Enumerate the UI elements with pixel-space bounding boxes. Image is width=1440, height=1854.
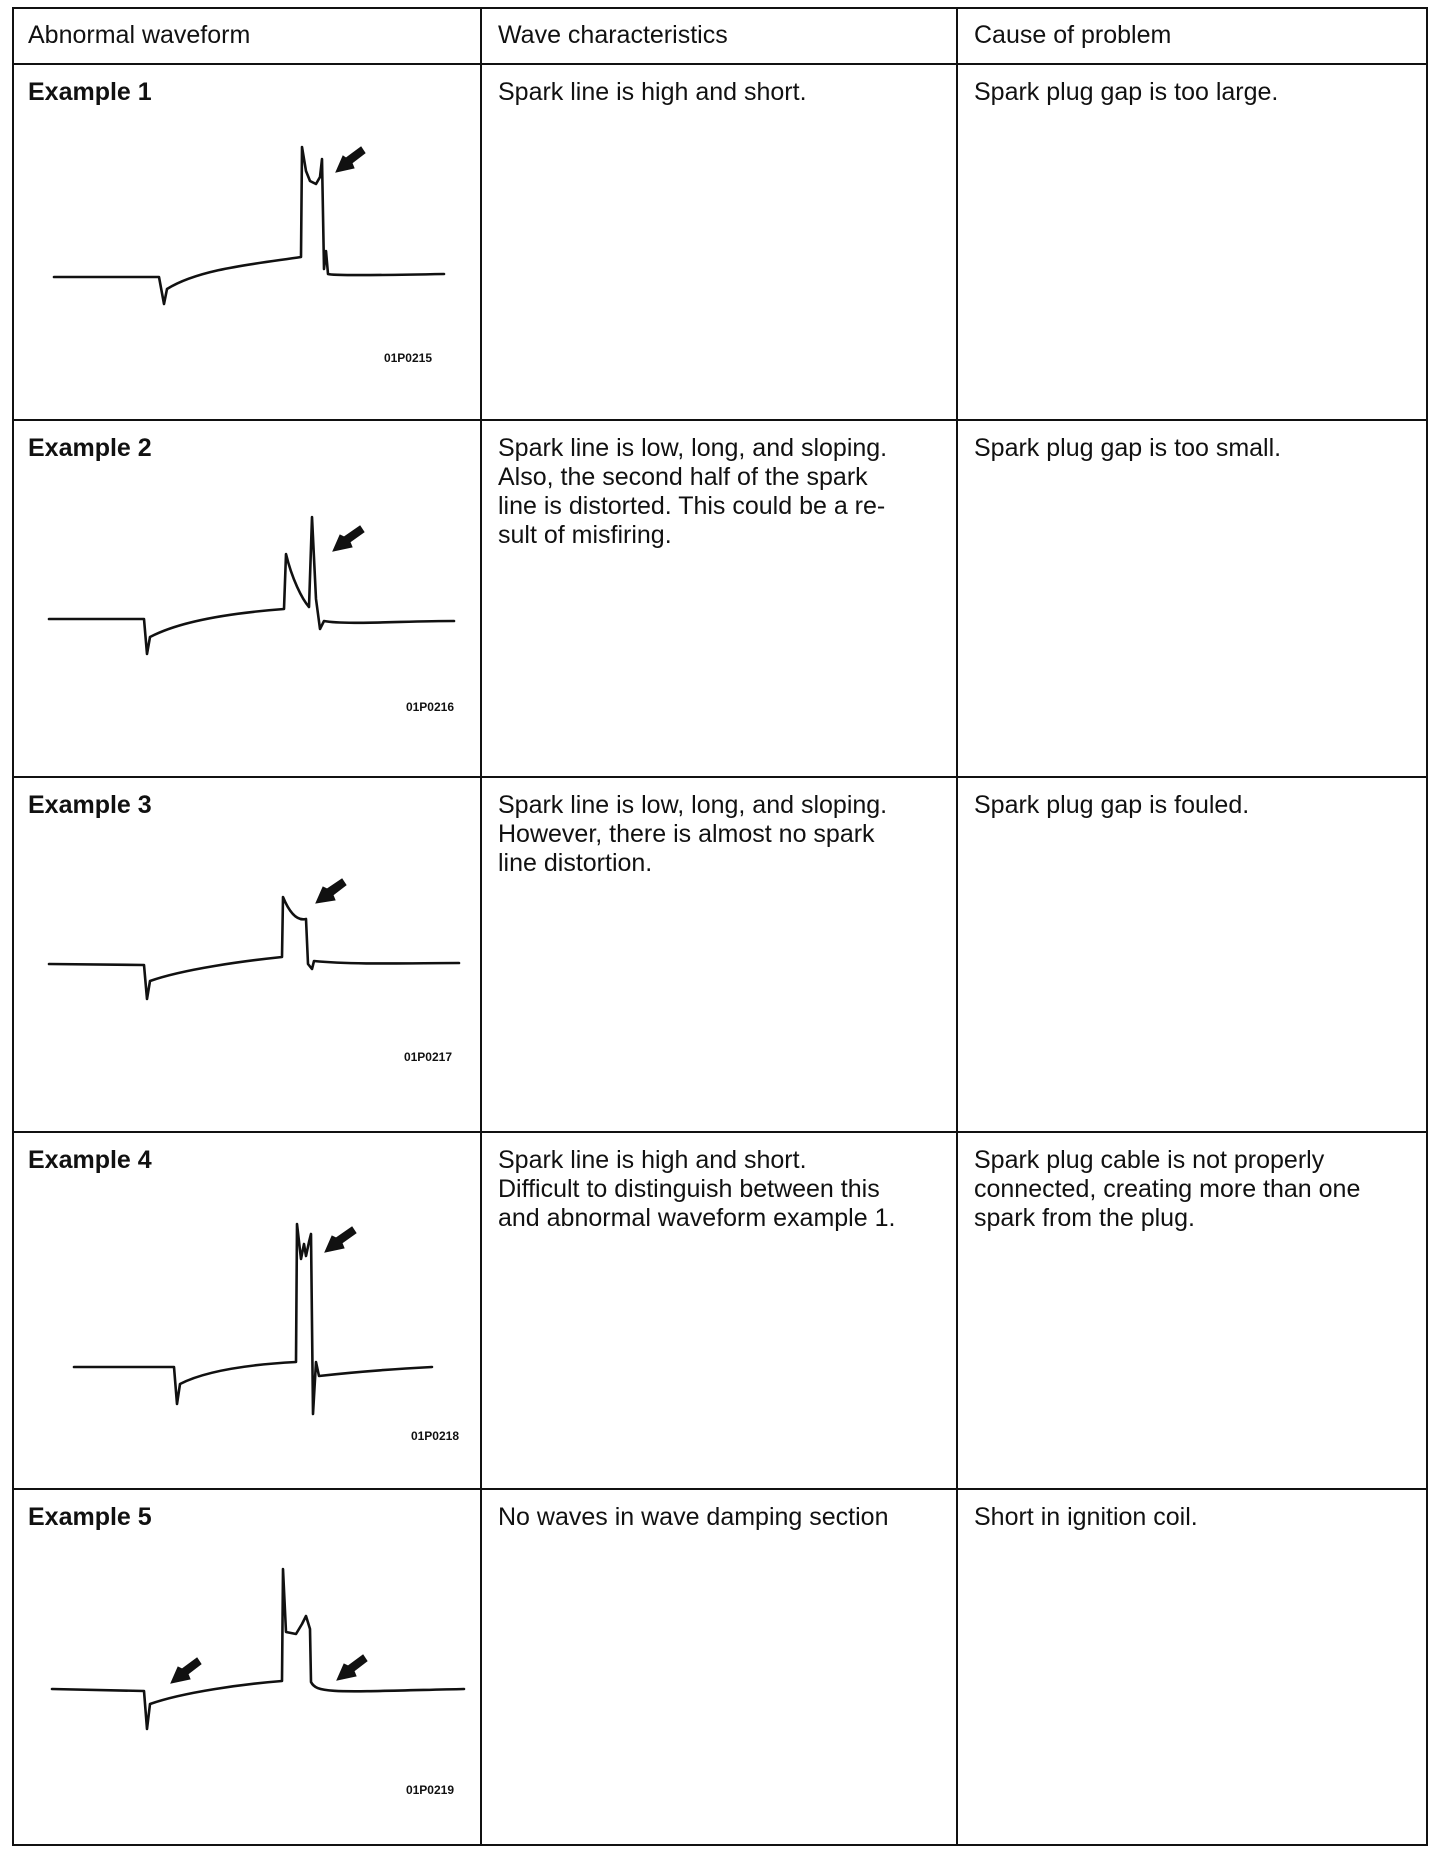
- cause-of-problem-text: Spark plug gap is fouled.: [974, 791, 1250, 819]
- cause-of-problem-text: Spark plug gap is too small.: [974, 434, 1282, 462]
- arrow-icon: [333, 526, 364, 551]
- row-divider: [14, 63, 1426, 65]
- wave-characteristics-text: Spark line is low, long, and sloping. Also, the second half of the spark line is distorted. This could be a re- sult of misfiring.: [498, 434, 888, 549]
- header-wave-characteristics: Wave characteristics: [498, 21, 728, 49]
- example-label: Example 2: [28, 434, 152, 462]
- waveform-trace: [74, 1224, 432, 1414]
- arrow-icon: [325, 1227, 356, 1252]
- column-divider: [956, 9, 958, 1844]
- row-divider: [14, 776, 1426, 778]
- row-divider: [14, 1488, 1426, 1490]
- waveform-figure: [34, 509, 464, 739]
- wave-characteristics-text: Spark line is high and short. Difficult to distinguish between this and abnormal waveform example 1.: [498, 1146, 896, 1232]
- waveform-figure: [34, 1204, 464, 1454]
- cause-of-problem-text: Spark plug gap is too large.: [974, 78, 1279, 106]
- figure-code: 01P0219: [405, 1783, 454, 1797]
- header-abnormal-waveform: Abnormal waveform: [28, 21, 251, 49]
- waveform-trace: [49, 897, 459, 999]
- arrow-icon: [316, 879, 346, 903]
- figure-code: 01P0215: [383, 351, 432, 365]
- figure-code: 01P0218: [410, 1429, 459, 1443]
- figure-code: 01P0217: [403, 1050, 452, 1064]
- wave-characteristics-text: Spark line is low, long, and sloping. However, there is almost no spark line distortion.: [498, 791, 888, 877]
- waveform-figure: [34, 129, 464, 379]
- row-divider: [14, 1131, 1426, 1133]
- column-divider: [480, 9, 482, 1844]
- wave-characteristics-text: Spark line is high and short.: [498, 78, 807, 106]
- arrow-icon: [337, 1655, 367, 1680]
- arrow-icon: [336, 147, 365, 172]
- waveform-trace: [52, 1569, 464, 1729]
- cause-of-problem-text: Short in ignition coil.: [974, 1503, 1198, 1531]
- arrow-icon: [171, 1658, 201, 1683]
- example-label: Example 5: [28, 1503, 152, 1531]
- figure-code: 01P0216: [405, 700, 454, 714]
- header-cause-of-problem: Cause of problem: [974, 21, 1172, 49]
- cause-of-problem-text: Spark plug cable is not properly connected, creating more than one spark from the plug.: [974, 1146, 1361, 1232]
- waveform-figure: [34, 1554, 464, 1804]
- waveform-trace: [54, 147, 444, 304]
- waveform-table: [12, 7, 1428, 1846]
- waveform-figure: [34, 869, 464, 1099]
- example-label: Example 4: [28, 1146, 152, 1174]
- waveform-trace: [49, 517, 454, 654]
- example-label: Example 3: [28, 791, 152, 819]
- row-divider: [14, 419, 1426, 421]
- example-label: Example 1: [28, 78, 152, 106]
- wave-characteristics-text: No waves in wave damping section: [498, 1503, 889, 1531]
